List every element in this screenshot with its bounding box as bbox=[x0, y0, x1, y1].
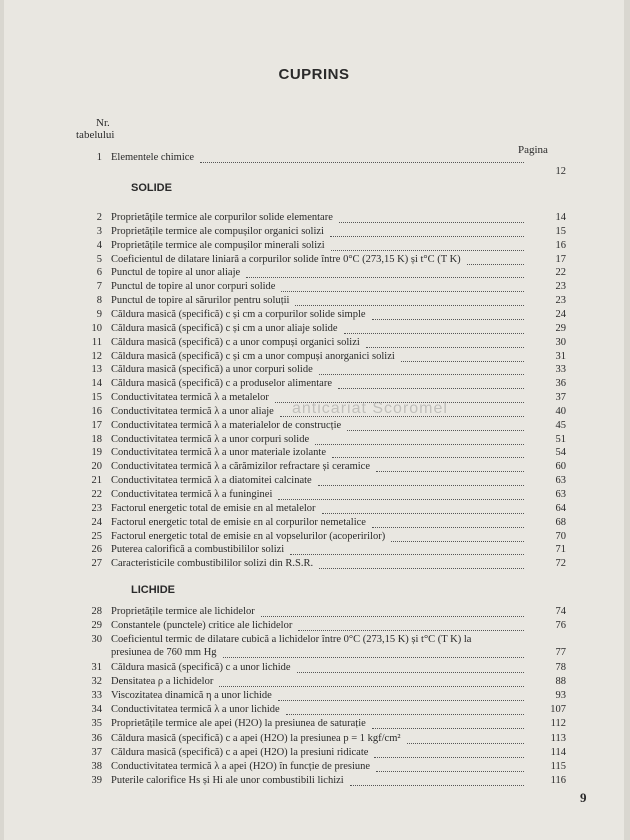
dot-leader bbox=[339, 221, 524, 223]
toc-page: 63 bbox=[555, 489, 566, 500]
toc-number: 34 bbox=[91, 704, 102, 716]
toc-number: 13 bbox=[91, 364, 102, 376]
toc-text: Punctul de topire al sărurilor pentru soluții bbox=[111, 295, 290, 307]
toc-number: 39 bbox=[91, 775, 102, 787]
dot-leader bbox=[344, 332, 524, 334]
toc-page: 78 bbox=[555, 661, 566, 673]
toc-number: 35 bbox=[91, 718, 102, 730]
header-tabelului: tabelului bbox=[76, 129, 115, 141]
toc-row bbox=[4, 474, 624, 488]
toc-text: Proprietățile termice ale corpurilor solide elementare bbox=[111, 212, 333, 223]
toc-text: Coeficientul termic de dilatare cubică a lichidelor între 0°C (273,15 K) și t°C (T K) la bbox=[111, 634, 472, 646]
dot-leader bbox=[372, 727, 524, 729]
toc-page: 70 bbox=[555, 530, 566, 542]
toc-page: 64 bbox=[555, 502, 566, 514]
toc-number: 6 bbox=[96, 267, 102, 279]
toc-page: 51 bbox=[555, 433, 566, 445]
toc-number: 31 bbox=[91, 661, 102, 673]
toc-row bbox=[4, 350, 624, 364]
toc-page: 112 bbox=[550, 718, 566, 730]
toc-number: 12 bbox=[91, 350, 102, 362]
toc-number: 8 bbox=[96, 295, 102, 307]
dot-leader bbox=[366, 346, 524, 348]
toc-number: 25 bbox=[91, 530, 102, 542]
toc-row bbox=[4, 433, 624, 447]
dot-leader bbox=[338, 387, 524, 389]
toc-text-continuation: presiunea de 760 mm Hg bbox=[111, 647, 217, 659]
section-heading-lichide: LICHIDE bbox=[131, 584, 175, 596]
toc-number: 29 bbox=[91, 620, 102, 632]
toc-page: 36 bbox=[555, 378, 566, 390]
toc-text: Puterea calorifică a combustibililor solizi bbox=[111, 544, 285, 556]
toc-number: 38 bbox=[91, 761, 102, 772]
toc-row bbox=[4, 460, 624, 474]
toc-number: 2 bbox=[96, 212, 102, 223]
dot-leader bbox=[246, 276, 524, 278]
toc-page: 114 bbox=[550, 746, 566, 758]
toc-page: 113 bbox=[550, 732, 566, 744]
toc-row bbox=[4, 605, 624, 619]
toc-page: 23 bbox=[555, 295, 566, 307]
toc-page: 54 bbox=[555, 447, 566, 459]
toc-number: 33 bbox=[91, 690, 102, 701]
toc-number: 32 bbox=[91, 675, 102, 687]
toc-number: 15 bbox=[91, 392, 102, 404]
toc-number: 18 bbox=[91, 433, 102, 445]
toc-row bbox=[4, 363, 624, 377]
toc-row bbox=[4, 377, 624, 391]
toc-page: 116 bbox=[550, 775, 566, 787]
toc-row bbox=[4, 446, 624, 460]
toc-row bbox=[4, 543, 624, 557]
toc-row bbox=[4, 280, 624, 294]
toc-row bbox=[4, 308, 624, 322]
dot-leader bbox=[261, 615, 524, 617]
toc-text: Punctul de topire al unor aliaje bbox=[111, 267, 241, 279]
toc-row bbox=[4, 732, 624, 746]
dot-leader bbox=[278, 699, 524, 701]
toc-row bbox=[4, 661, 624, 675]
toc-row bbox=[4, 151, 624, 177]
toc-page: 77 bbox=[555, 647, 566, 659]
toc-row bbox=[4, 239, 624, 253]
dot-leader bbox=[297, 671, 524, 673]
toc-text: Proprietățile termice ale lichidelor bbox=[111, 606, 255, 617]
document-page bbox=[4, 0, 624, 840]
dot-leader bbox=[278, 498, 524, 500]
toc-page: 23 bbox=[555, 281, 566, 293]
dot-leader bbox=[298, 629, 524, 631]
dot-leader bbox=[200, 161, 524, 163]
dot-leader bbox=[332, 456, 524, 458]
toc-number: 36 bbox=[91, 732, 102, 744]
toc-row bbox=[4, 633, 624, 659]
dot-leader bbox=[290, 553, 524, 555]
toc-text: Factorul energetic total de emisie εn al metalelor bbox=[111, 502, 316, 514]
toc-number: 7 bbox=[96, 281, 102, 293]
dot-leader bbox=[401, 360, 524, 362]
toc-page: 16 bbox=[555, 239, 566, 251]
toc-row bbox=[4, 774, 624, 788]
toc-text: Conductivitatea termică λ a materialelor de construcție bbox=[111, 419, 342, 431]
toc-text: Factorul energetic total de emisie εn al vopselurilor (acoperirilor) bbox=[111, 530, 386, 542]
toc-row bbox=[4, 530, 624, 544]
dot-leader bbox=[376, 770, 524, 772]
toc-page: 33 bbox=[555, 364, 566, 376]
toc-page: 37 bbox=[555, 392, 566, 404]
toc-row bbox=[4, 516, 624, 530]
toc-row bbox=[4, 419, 624, 433]
dot-leader bbox=[347, 429, 524, 431]
toc-text: Conductivitatea termică λ a funinginei bbox=[111, 489, 273, 500]
toc-number: 26 bbox=[91, 544, 102, 556]
page-number: 9 bbox=[580, 790, 587, 805]
toc-text: Căldura masică (specifică) c a apei (H2O) la presiuni ridicate bbox=[111, 746, 369, 758]
toc-text: Căldura masică (specifică) c a unor lichide bbox=[111, 661, 291, 673]
toc-text: Căldura masică (specifică) c și cm a unor compuși anorganici solizi bbox=[111, 350, 395, 362]
toc-row bbox=[4, 502, 624, 516]
dot-leader bbox=[391, 540, 524, 542]
toc-page: 30 bbox=[555, 336, 566, 348]
toc-row bbox=[4, 746, 624, 760]
dot-leader bbox=[319, 373, 524, 375]
dot-leader bbox=[223, 656, 524, 658]
dot-leader bbox=[350, 784, 524, 786]
dot-leader bbox=[322, 512, 524, 514]
toc-number: 17 bbox=[91, 419, 102, 431]
toc-page: 60 bbox=[555, 461, 566, 473]
toc-number: 30 bbox=[91, 634, 102, 646]
toc-row bbox=[4, 294, 624, 308]
toc-row bbox=[4, 225, 624, 239]
toc-text: Căldura masică (specifică) c a produselor alimentare bbox=[111, 378, 332, 390]
toc-text: Căldura masică (specifică) c și cm a unor aliaje solide bbox=[111, 322, 338, 334]
toc-text: Conductivitatea termică λ a diatomitei calcinate bbox=[111, 475, 312, 487]
toc-number: 10 bbox=[91, 322, 102, 334]
toc-text: Căldura masică (specifică) c a apei (H2O) la presiunea p = 1 kgf/cm² bbox=[111, 732, 401, 744]
toc-text: Viscozitatea dinamică η a unor lichide bbox=[111, 690, 272, 701]
toc-page: 15 bbox=[555, 225, 566, 237]
toc-text: Conductivitatea termică λ a unor corpuri solide bbox=[111, 433, 310, 445]
toc-text: Conductivitatea termică λ a cărămizilor refractare și ceramice bbox=[111, 461, 370, 473]
toc-text: Coeficientul de dilatare liniară a corpurilor solide între 0°C (273,15 K) și t°C (T K) bbox=[111, 253, 461, 265]
toc-page: 68 bbox=[555, 516, 566, 528]
toc-number: 24 bbox=[91, 516, 102, 528]
toc-row bbox=[4, 717, 624, 731]
dot-leader bbox=[315, 443, 524, 445]
dot-leader bbox=[281, 290, 524, 292]
toc-page: 31 bbox=[555, 350, 566, 362]
toc-text: Căldura masică (specifică) a unor corpuri solide bbox=[111, 364, 313, 376]
toc-page: 22 bbox=[555, 267, 566, 279]
toc-row bbox=[4, 488, 624, 502]
dot-leader bbox=[318, 484, 524, 486]
toc-text: Conductivitatea termică λ a unor lichide bbox=[111, 704, 280, 716]
toc-number: 16 bbox=[91, 405, 102, 417]
toc-page: 29 bbox=[555, 322, 566, 334]
toc-text: Conductivitatea termică λ a apei (H2O) în funcție de presiune bbox=[111, 761, 371, 772]
toc-row bbox=[4, 675, 624, 689]
dot-leader bbox=[331, 249, 524, 251]
toc-text: Factorul energetic total de emisie εn al corpurilor nemetalice bbox=[111, 516, 366, 528]
toc-row bbox=[4, 322, 624, 336]
toc-page: 72 bbox=[555, 558, 566, 570]
toc-page: 88 bbox=[555, 675, 566, 687]
toc-page: 14 bbox=[555, 212, 566, 223]
dot-leader bbox=[372, 318, 524, 320]
toc-row bbox=[4, 211, 624, 225]
toc-row bbox=[4, 266, 624, 280]
toc-text: Elementele chimice bbox=[111, 152, 195, 163]
toc-number: 22 bbox=[91, 489, 102, 500]
toc-page: 12 bbox=[555, 166, 566, 177]
toc-text: Proprietățile termice ale compușilor organici solizi bbox=[111, 225, 324, 237]
dot-leader bbox=[376, 470, 524, 472]
toc-number: 14 bbox=[91, 378, 102, 390]
header-pagina: Pagina bbox=[518, 144, 548, 156]
toc-row bbox=[4, 689, 624, 703]
dot-leader bbox=[372, 526, 524, 528]
section-heading-solide: SOLIDE bbox=[131, 182, 172, 194]
toc-text: Constantele (punctele) critice ale lichidelor bbox=[111, 620, 293, 632]
toc-page: 74 bbox=[555, 606, 566, 617]
watermark: anticariat Scoromel bbox=[292, 400, 448, 417]
toc-number: 20 bbox=[91, 461, 102, 473]
toc-number: 21 bbox=[91, 475, 102, 487]
toc-page: 17 bbox=[555, 253, 566, 265]
toc-row bbox=[4, 619, 624, 633]
toc-text: Conductivitatea termică λ a unor aliaje bbox=[111, 405, 274, 417]
toc-text: Caracteristicile combustibililor solizi din R.S.R. bbox=[111, 558, 314, 570]
toc-row bbox=[4, 760, 624, 774]
toc-page: 45 bbox=[555, 419, 566, 431]
dot-leader bbox=[295, 304, 524, 306]
toc-row bbox=[4, 703, 624, 717]
toc-text: Proprietățile termice ale apei (H2O) la presiunea de saturație bbox=[111, 718, 366, 730]
toc-number: 11 bbox=[91, 336, 102, 348]
toc-number: 5 bbox=[96, 253, 102, 265]
toc-text: Căldura masică (specifică) c a unor compuși organici solizi bbox=[111, 336, 360, 348]
dot-leader bbox=[219, 685, 524, 687]
dot-leader bbox=[330, 235, 524, 237]
toc-number: 27 bbox=[91, 558, 102, 570]
toc-number: 19 bbox=[91, 447, 102, 459]
toc-number: 37 bbox=[91, 746, 102, 758]
toc-text: Căldura masică (specifică) c și cm a corpurilor solide simple bbox=[111, 308, 366, 320]
dot-leader bbox=[319, 567, 524, 569]
toc-number: 23 bbox=[91, 502, 102, 514]
toc-text: Punctul de topire al unor corpuri solide bbox=[111, 281, 276, 293]
toc-number: 9 bbox=[96, 308, 102, 320]
toc-text: Puterile calorifice Hs și Hi ale unor combustibili lichizi bbox=[111, 775, 344, 787]
toc-number: 3 bbox=[96, 225, 102, 237]
toc-page: 115 bbox=[550, 761, 566, 772]
dot-leader bbox=[407, 742, 524, 744]
toc-page: 71 bbox=[555, 544, 566, 556]
toc-row bbox=[4, 253, 624, 267]
toc-text: Conductivitatea termică λ a unor materiale izolante bbox=[111, 447, 326, 459]
toc-text: Proprietățile termice ale compușilor minerali solizi bbox=[111, 239, 325, 251]
toc-row bbox=[4, 336, 624, 350]
toc-text: Densitatea ρ a lichidelor bbox=[111, 675, 214, 687]
toc-page: 63 bbox=[555, 475, 566, 487]
toc-page: 40 bbox=[555, 405, 566, 417]
header-nr: Nr. bbox=[96, 117, 110, 129]
toc-page: 107 bbox=[550, 704, 566, 716]
toc-text: Conductivitatea termică λ a metalelor bbox=[111, 392, 269, 404]
toc-page: 93 bbox=[555, 690, 566, 701]
toc-number: 1 bbox=[96, 152, 102, 163]
toc-number: 28 bbox=[91, 606, 102, 617]
toc-number: 4 bbox=[96, 239, 102, 251]
dot-leader bbox=[467, 263, 524, 265]
dot-leader bbox=[374, 756, 524, 758]
toc-page: 24 bbox=[555, 308, 566, 320]
toc-page: 76 bbox=[555, 620, 566, 632]
dot-leader bbox=[286, 713, 524, 715]
toc-row bbox=[4, 557, 624, 571]
page-title: CUPRINS bbox=[278, 66, 350, 83]
